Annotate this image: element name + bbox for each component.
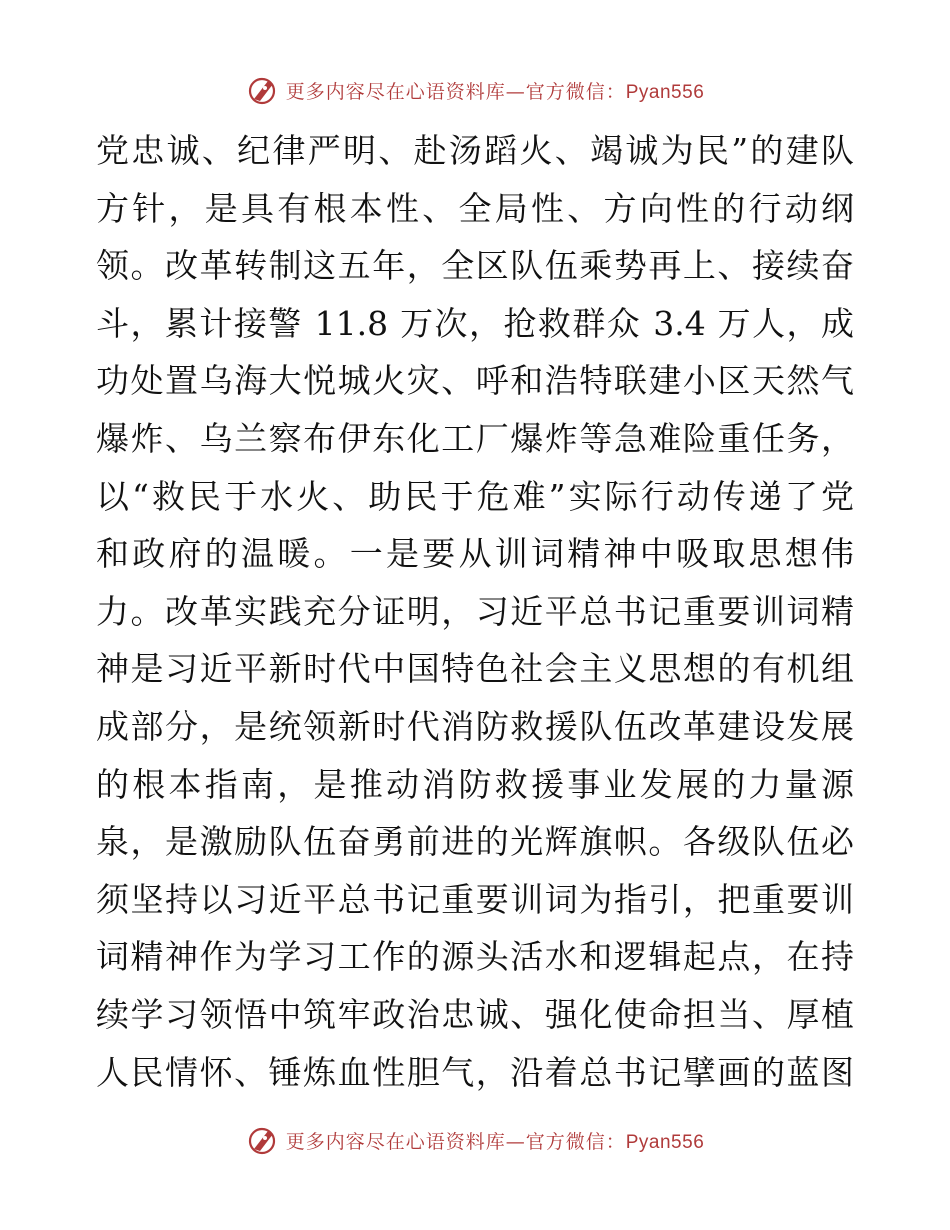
watermark-label: 更多内容尽在心语资料库—官方微信： [285, 80, 626, 103]
watermark-text [286, 1127, 705, 1154]
body-line: 功处置乌海大悦城火灾、呼和浩特联建小区天然气 [96, 361, 854, 401]
body-line: 成部分，是统领新时代消防救援队伍改革建设发展 [96, 706, 854, 746]
footer-watermark [0, 1120, 950, 1160]
body-line: 词精神作为学习工作的源头活水和逻辑起点，在持 [96, 937, 854, 977]
body-line: 领。改革转制这五年，全区队伍乘势再上、接续奋 [96, 246, 854, 286]
watermark-wechat-id: Pyan556 [625, 1131, 705, 1153]
watermark-text [286, 77, 705, 104]
header-watermark [0, 70, 950, 110]
body-line: 人民情怀、锤炼血性胆气，沿着总书记擘画的蓝图 [96, 1052, 854, 1092]
watermark-wechat-id: Pyan556 [625, 81, 705, 103]
body-line: 以“救民于水火、助民于危难”实际行动传递了党 [96, 476, 854, 516]
body-line: 须坚持以习近平总书记重要训词为指引，把重要训 [96, 879, 854, 919]
body-line: 党忠诚、纪律严明、赴汤蹈火、竭诚为民”的建队 [96, 131, 854, 170]
body-line: 爆炸、乌兰察布伊东化工厂爆炸等急难险重任务， [96, 418, 854, 458]
body-line: 续学习领悟中筑牢政治忠诚、强化使命担当、厚植 [96, 994, 854, 1034]
body-line: 力。改革实践充分证明，习近平总书记重要训词精 [96, 591, 854, 631]
pen-nib-logo-icon [246, 73, 280, 107]
body-line: 泉，是激励队伍奋勇前进的光辉旗帜。各级队伍必 [96, 822, 854, 862]
document-body [96, 122, 854, 1101]
body-line: 斗，累计接警 11.8 万次，抢救群众 3.4 万人，成 [96, 303, 854, 343]
pen-nib-logo-icon [246, 1123, 280, 1157]
body-line: 方针，是具有根本性、全局性、方向性的行动纲 [96, 188, 854, 228]
watermark-label: 更多内容尽在心语资料库—官方微信： [285, 1130, 626, 1153]
body-line: 和政府的温暖。一是要从训词精神中吸取思想伟 [96, 534, 854, 574]
body-line: 的根本指南，是推动消防救援事业发展的力量源 [96, 764, 854, 804]
body-line: 神是习近平新时代中国特色社会主义思想的有机组 [96, 649, 854, 689]
